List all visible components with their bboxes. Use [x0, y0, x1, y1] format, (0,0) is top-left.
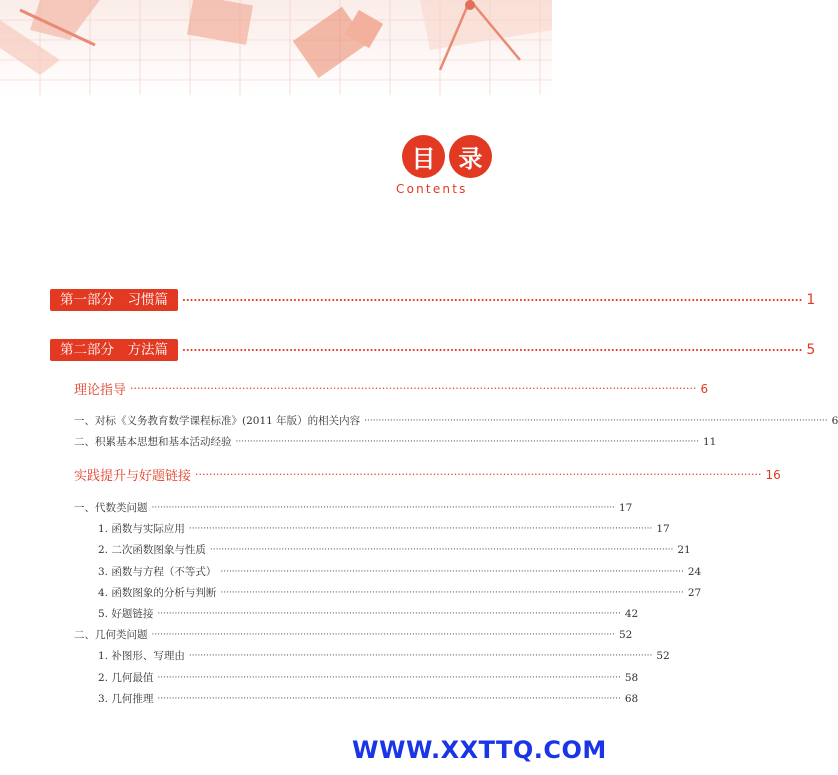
toc-item[interactable]	[98, 670, 639, 685]
toc-item-label: 2. 二次函数图象与性质	[98, 544, 206, 556]
toc-item-label: 1. 补图形、写理由	[98, 650, 185, 662]
toc-page-number: 52	[618, 628, 633, 641]
leader-dots	[195, 468, 761, 481]
header-illustration	[0, 0, 552, 95]
toc-subsection-geometry[interactable]	[74, 627, 633, 642]
leader-dots	[152, 503, 615, 513]
leader-dots	[210, 545, 673, 555]
toc-part-1[interactable]	[50, 289, 816, 311]
leader-dots	[236, 437, 699, 447]
toc-item-label: 一、对标《义务教育数学课程标准》(2011 年版）的相关内容	[74, 415, 361, 427]
title-char: 目	[402, 135, 445, 178]
toc-page-number: 17	[618, 501, 633, 514]
toc-page-number: 21	[677, 543, 691, 556]
toc-item[interactable]	[74, 413, 838, 428]
toc-item[interactable]	[98, 648, 670, 663]
leader-dots	[157, 694, 620, 704]
toc-page-number: 11	[702, 435, 717, 448]
toc-section-label: 理论指导	[74, 383, 127, 398]
toc-item[interactable]	[98, 521, 670, 536]
toc-subsection-algebra[interactable]	[74, 500, 633, 515]
toc-item-label: 4. 函数图象的分析与判断	[98, 587, 217, 599]
toc-page-number: 58	[624, 671, 639, 684]
toc-item-label: 3. 函数与方程（不等式）	[98, 566, 217, 578]
toc-item[interactable]	[98, 564, 702, 579]
toc-item-label: 3. 几何推理	[98, 693, 154, 705]
toc-part-2[interactable]	[50, 339, 816, 361]
toc-page-number: 5	[806, 342, 816, 358]
toc-section-label: 实践提升与好题链接	[74, 469, 192, 484]
toc-item-label: 一、代数类问题	[74, 502, 148, 514]
toc-page-number: 42	[624, 607, 639, 620]
toc-item[interactable]	[98, 585, 702, 600]
leader-dots	[220, 588, 683, 598]
watermark-text: WWW.XXTTQ.COM	[352, 736, 607, 764]
toc-item-label: 2. 几何最值	[98, 672, 154, 684]
toc-page-number: 68	[624, 692, 639, 705]
toc-page-number: 6	[700, 381, 709, 396]
toc-page-number: 27	[687, 586, 702, 599]
title-char: 录	[449, 135, 492, 178]
leader-dots	[220, 567, 683, 577]
toc-item-label: 1. 函数与实际应用	[98, 523, 185, 535]
leader-dots	[157, 673, 620, 683]
toc-item[interactable]	[74, 434, 717, 449]
toc-page-number: 6	[831, 414, 838, 427]
leader-dots	[130, 382, 696, 395]
leader-dots	[182, 294, 802, 307]
toc-part-label: 第二部分 方法篇	[50, 339, 178, 361]
leader-dots	[189, 524, 652, 534]
page-title	[392, 135, 492, 178]
leader-dots	[189, 651, 652, 661]
toc-section-practice[interactable]	[74, 465, 781, 484]
toc-page-number: 16	[765, 467, 781, 482]
page-subtitle: Contents	[396, 182, 468, 196]
toc-item-label: 二、几何类问题	[74, 629, 148, 641]
leader-dots	[182, 344, 802, 357]
leader-dots	[364, 416, 827, 426]
toc-part-label: 第一部分 习惯篇	[50, 289, 178, 311]
toc-item-label: 二、积累基本思想和基本活动经验	[74, 436, 232, 448]
toc-item-label: 5. 好题链接	[98, 608, 154, 620]
leader-dots	[152, 630, 615, 640]
toc-section-theory[interactable]	[74, 379, 709, 398]
toc-page-number: 24	[687, 565, 702, 578]
toc-item[interactable]	[98, 542, 691, 557]
toc-item[interactable]	[98, 691, 639, 706]
toc-page-number: 17	[656, 522, 670, 535]
toc-page-number: 1	[806, 292, 816, 308]
toc-page-number: 52	[656, 649, 670, 662]
leader-dots	[157, 609, 620, 619]
toc-item[interactable]	[98, 606, 639, 621]
